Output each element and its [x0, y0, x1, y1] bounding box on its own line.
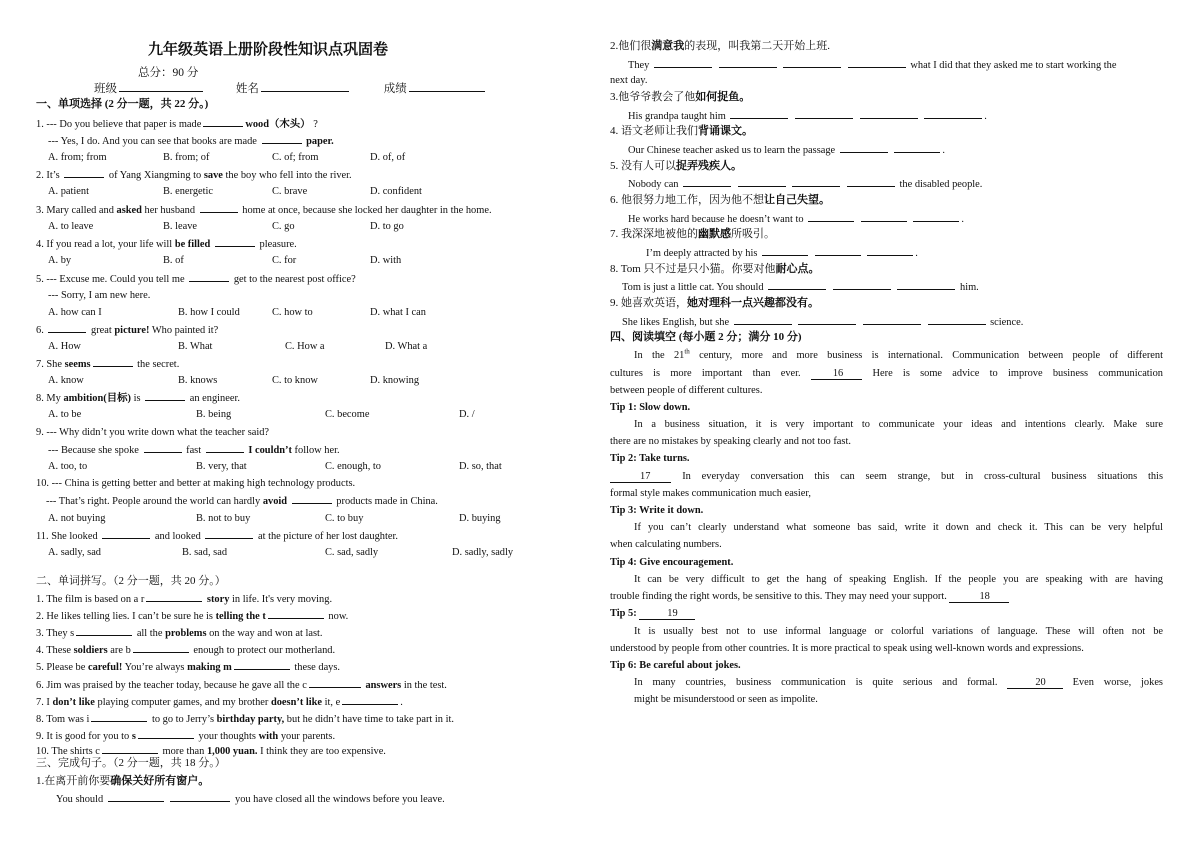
- answer-blank[interactable]: [863, 315, 921, 325]
- answer-blank[interactable]: [861, 212, 907, 222]
- answer-blank[interactable]: [234, 660, 290, 670]
- option-a[interactable]: A. sadly, sad: [48, 547, 102, 558]
- answer-blank[interactable]: [203, 117, 243, 127]
- answer-blank[interactable]: [762, 246, 808, 256]
- answer-blank[interactable]: [654, 58, 712, 68]
- spelling-3: 3. They s all the problems on the way and won at last.: [36, 628, 323, 639]
- completion-6-english: He works hard because he doesn’t want to .: [628, 214, 964, 225]
- tip-6-heading: Tip 6: Be careful about jokes.: [610, 660, 741, 671]
- answer-blank[interactable]: [783, 58, 841, 68]
- option-b[interactable]: B. energetic: [163, 186, 214, 197]
- option-d[interactable]: D. sadly, sadly: [452, 547, 514, 558]
- completion-2-english-cont: next day.: [610, 75, 648, 86]
- tip-6-line-1: In many countries, business communication is quite serious and formal. 20 Even worse, jokes: [634, 677, 1163, 688]
- answer-blank[interactable]: [840, 143, 888, 153]
- tip-5-line-1: It is usually best not to use informal language or colorful variations of language. These will often not be: [634, 626, 1163, 637]
- name-label: 姓名: [235, 83, 259, 95]
- option-c[interactable]: C. to buy: [325, 513, 364, 524]
- spelling-5: 5. Please be careful! You’re always making m these days.: [36, 662, 341, 673]
- answer-blank[interactable]: [798, 315, 856, 325]
- answer-blank[interactable]: [913, 212, 959, 222]
- tip-1-line-2: there are no mistakes by speaking clearly and not too fast.: [610, 436, 851, 447]
- completion-2-chinese: 2.他们很满意我的表现，叫我第二天开始上班.: [610, 40, 830, 52]
- answer-blank[interactable]: [894, 143, 940, 153]
- option-d[interactable]: D. knowing: [370, 375, 420, 386]
- answer-blank[interactable]: [170, 792, 230, 802]
- option-c[interactable]: C. to know: [272, 375, 318, 386]
- tip-2-line-2: formal style makes communication much easier,: [610, 488, 811, 499]
- section-4-heading: 四、阅读填空 (每小题 2 分；满分 10 分): [610, 331, 802, 343]
- answer-blank[interactable]: [683, 177, 731, 187]
- spelling-6: 6. Jim was praised by the teacher today, because he gave all the c answers in the test.: [36, 680, 447, 691]
- page-title: 九年级英语上册阶段性知识点巩固卷: [148, 42, 389, 58]
- answer-blank[interactable]: [138, 729, 194, 739]
- option-b[interactable]: B. knows: [178, 375, 218, 386]
- question-4: 4. If you read a lot, your life will be filled pleasure.: [36, 239, 297, 250]
- option-c[interactable]: C. sad, sadly: [325, 547, 379, 558]
- answer-blank[interactable]: [833, 280, 891, 290]
- answer-blank[interactable]: [133, 643, 189, 653]
- tip-3-line-2: when calculating numbers.: [610, 539, 722, 550]
- option-d[interactable]: D. What a: [385, 341, 428, 352]
- option-a[interactable]: A. to leave: [48, 221, 94, 232]
- answer-blank[interactable]: [738, 177, 786, 187]
- option-d[interactable]: D. so, that: [459, 461, 502, 472]
- option-b[interactable]: B. how I could: [178, 307, 240, 318]
- option-c[interactable]: C. how to: [272, 307, 313, 318]
- name-blank[interactable]: [261, 82, 349, 92]
- option-b[interactable]: B. sad, sad: [182, 547, 228, 558]
- blank-18[interactable]: 18: [949, 591, 1008, 603]
- tip-3-line-1: If you can’t clearly understand what someone bas said, write it down and check it. This can be very helpful: [634, 522, 1163, 533]
- option-c[interactable]: C. How a: [285, 341, 325, 352]
- completion-1-english: You should you have closed all the windows before you leave.: [56, 794, 445, 805]
- answer-blank[interactable]: [64, 168, 104, 178]
- spelling-9: 9. It is good for you to s your thoughts with your parents.: [36, 731, 336, 742]
- question-11: 11. She looked and looked at the picture of her lost daughter.: [36, 531, 398, 542]
- question-9: 9. --- Why didn’t you write down what the teacher said?: [36, 427, 270, 438]
- option-a[interactable]: A. know: [48, 375, 84, 386]
- question-9-reply: --- Because she spoke fast I couldn’t follow her.: [48, 445, 340, 456]
- answer-blank[interactable]: [309, 678, 361, 688]
- blank-20[interactable]: 20: [1007, 677, 1062, 689]
- completion-3-english: His grandpa taught him .: [628, 111, 987, 122]
- option-d[interactable]: D. buying: [459, 513, 501, 524]
- option-a[interactable]: A. how can I: [48, 307, 102, 318]
- answer-blank[interactable]: [815, 246, 861, 256]
- student-info-row: [94, 82, 487, 96]
- answer-blank[interactable]: [268, 609, 324, 619]
- option-b[interactable]: B. leave: [163, 221, 198, 232]
- spelling-8: 8. Tom was i to go to Jerry’s birthday party, but he didn’t have time to take part in it.: [36, 714, 454, 725]
- answer-blank[interactable]: [102, 744, 158, 754]
- answer-blank[interactable]: [730, 109, 788, 119]
- option-b[interactable]: B. What: [178, 341, 213, 352]
- question-1-reply: --- Yes, I do. And you can see that books are made paper.: [48, 136, 334, 147]
- question-10: 10. --- China is getting better and better at making high technology products.: [36, 478, 356, 489]
- answer-blank[interactable]: [860, 109, 918, 119]
- answer-blank[interactable]: [719, 58, 777, 68]
- answer-blank[interactable]: [262, 134, 302, 144]
- option-c[interactable]: C. become: [325, 409, 370, 420]
- answer-blank[interactable]: [848, 58, 906, 68]
- question-10-reply: --- That’s right. People around the world can hardly avoid products made in China.: [46, 496, 438, 507]
- tip-6-line-2: might be misunderstood or seen as impolite.: [634, 694, 818, 705]
- spelling-2: 2. He likes telling lies. I can’t be sure he is telling the t now.: [36, 611, 349, 622]
- option-b[interactable]: B. of: [163, 255, 184, 266]
- completion-8-chinese: 8. Tom 只不过是只小猫。你要对他耐心点。: [610, 263, 820, 275]
- option-a[interactable]: A. patient: [48, 186, 89, 197]
- option-a[interactable]: A. too, to: [48, 461, 88, 472]
- option-a[interactable]: A. to be: [48, 409, 82, 420]
- spelling-4: 4. These soldiers are b enough to protect our motherland.: [36, 645, 336, 656]
- option-d[interactable]: D. to go: [370, 221, 404, 232]
- section-2-heading: 二、单词拼写。（2 分一题，共 20 分。）: [36, 575, 226, 587]
- tip-4-line-1: It can be very difficult to get the hang of speaking English. If the people you are speaking with are having: [634, 574, 1163, 585]
- completion-1-chinese: 1.在离开前你要确保关好所有窗户。: [36, 775, 210, 787]
- question-6: 6. great picture! Who painted it?: [36, 325, 219, 336]
- class-label: 班级: [94, 83, 117, 95]
- tip-2-line-1: 17 In everyday conversation this can seem strange, but in cross-cultural business situations this: [610, 470, 1163, 483]
- class-blank[interactable]: [119, 82, 203, 92]
- option-d[interactable]: D. of, of: [370, 152, 406, 163]
- completion-4-english: Our Chinese teacher asked us to learn the passage .: [628, 145, 945, 156]
- answer-blank[interactable]: [215, 237, 255, 247]
- answer-blank[interactable]: [342, 695, 398, 705]
- passage-intro-line-2: cultures is more important than ever. 16 Here is some advice to improve business communication: [610, 368, 1163, 379]
- completion-7-english: I’m deeply attracted by his .: [646, 248, 918, 259]
- option-a[interactable]: A. How: [48, 341, 81, 352]
- question-5-reply: --- Sorry, I am new here.: [48, 290, 151, 301]
- tip-5-heading: Tip 5: 19: [610, 607, 695, 620]
- option-c[interactable]: C. of; from: [272, 152, 319, 163]
- answer-blank[interactable]: [847, 177, 895, 187]
- section-3-heading: 三、完成句子。（2 分一题，共 18 分。）: [36, 757, 226, 769]
- passage-intro-line-1: In the 21th century, more and more business is international. Communication between people of different: [634, 347, 1163, 361]
- answer-blank[interactable]: [48, 323, 86, 333]
- option-d[interactable]: D. confident: [370, 186, 422, 197]
- answer-blank[interactable]: [108, 792, 164, 802]
- completion-6-chinese: 6. 他很努力地工作，因为他不想让自己失望。: [610, 194, 830, 206]
- answer-blank[interactable]: [206, 443, 244, 453]
- tip-4-heading: Tip 4: Give encouragement.: [610, 557, 734, 568]
- option-b[interactable]: B. very, that: [196, 461, 247, 472]
- answer-blank[interactable]: [76, 626, 132, 636]
- option-a[interactable]: A. by: [48, 255, 72, 266]
- completion-4-chinese: 4. 语文老师让我们背诵课文。: [610, 125, 753, 137]
- grade-blank[interactable]: [409, 82, 485, 92]
- answer-blank[interactable]: [144, 443, 182, 453]
- completion-3-chinese: 3.他爷爷教会了他如何捉鱼。: [610, 91, 751, 103]
- answer-blank[interactable]: [792, 177, 840, 187]
- tip-1-heading: Tip 1: Slow down.: [610, 402, 691, 413]
- answer-blank[interactable]: [189, 272, 229, 282]
- answer-blank[interactable]: [928, 315, 986, 325]
- answer-blank[interactable]: [146, 592, 202, 602]
- spelling-7: 7. I don’t like playing computer games, and my brother doesn’t like it, e .: [36, 697, 403, 708]
- answer-blank[interactable]: [867, 246, 913, 256]
- completion-5-chinese: 5. 没有人可以捉弄残疾人。: [610, 160, 742, 172]
- tip-1-line-1: In a business situation, it is very important to communicate your ideas and intentions clearly. Make sure: [634, 419, 1163, 430]
- option-b[interactable]: B. not to buy: [196, 513, 251, 524]
- answer-blank[interactable]: [205, 529, 253, 539]
- answer-blank[interactable]: [145, 391, 185, 401]
- blank-17[interactable]: 17: [610, 471, 671, 483]
- passage-intro-line-3: between people of different cultures.: [610, 385, 763, 396]
- answer-blank[interactable]: [924, 109, 982, 119]
- grade-label: 成绩: [383, 83, 407, 95]
- option-b[interactable]: B. from; of: [163, 152, 210, 163]
- answer-blank[interactable]: [897, 280, 955, 290]
- option-a[interactable]: A. not buying: [48, 513, 106, 524]
- tip-3-heading: Tip 3: Write it down.: [610, 505, 704, 516]
- answer-blank[interactable]: [93, 357, 133, 367]
- question-1: 1. --- Do you believe that paper is made wood（木头） ?: [36, 119, 318, 130]
- answer-blank[interactable]: [200, 203, 238, 213]
- option-c[interactable]: C. brave: [272, 186, 308, 197]
- question-7: 7. She seems the secret.: [36, 359, 180, 370]
- option-d[interactable]: D. with: [370, 255, 402, 266]
- completion-8-english: Tom is just a little cat. You should him.: [622, 282, 979, 293]
- blank-16[interactable]: 16: [811, 368, 862, 380]
- blank-19[interactable]: 19: [639, 608, 694, 620]
- answer-blank[interactable]: [734, 315, 792, 325]
- question-5: 5. --- Excuse me. Could you tell me get to the nearest post office?: [36, 274, 356, 285]
- spelling-10: 10. The shirts c more than 1,000 yuan. I think they are too expensive.: [36, 746, 386, 757]
- option-c[interactable]: C. go: [272, 221, 295, 232]
- spelling-1: 1. The film is based on a r story in life. It's very moving.: [36, 594, 333, 605]
- section-1-heading: 一、单项选择 (2 分一题，共 22 分。): [36, 98, 209, 110]
- answer-blank[interactable]: [91, 712, 147, 722]
- answer-blank[interactable]: [292, 494, 332, 504]
- tip-5-line-2: understood by people from other countries. It is more practical to speak using well-known words and expressions.: [610, 643, 1084, 654]
- completion-7-chinese: 7. 我深深地被他的幽默感所吸引。: [610, 228, 775, 240]
- answer-blank[interactable]: [768, 280, 826, 290]
- option-b[interactable]: B. being: [196, 409, 232, 420]
- completion-9-english: She likes English, but she science.: [622, 317, 1024, 328]
- completion-5-english: Nobody can the disabled people.: [628, 179, 983, 190]
- question-8: 8. My ambition(目标) is an engineer.: [36, 393, 240, 404]
- completion-9-chinese: 9. 她喜欢英语，她对理科一点兴趣都没有。: [610, 297, 819, 309]
- option-d[interactable]: D. /: [459, 409, 475, 420]
- option-a[interactable]: A. from; from: [48, 152, 107, 163]
- option-c[interactable]: C. enough, to: [325, 461, 381, 472]
- completion-2-english: They what I did that they asked me to start working the: [628, 60, 1117, 71]
- option-c[interactable]: C. for: [272, 255, 297, 266]
- answer-blank[interactable]: [808, 212, 854, 222]
- tip-2-heading: Tip 2: Take turns.: [610, 453, 690, 464]
- question-2: 2. It’s of Yang Xiangming to save the boy who fell into the river.: [36, 170, 352, 181]
- total-score: 总分：90 分: [138, 67, 199, 79]
- question-3: 3. Mary called and asked her husband home at once, because she locked her daughter in the home.: [36, 205, 492, 216]
- answer-blank[interactable]: [102, 529, 150, 539]
- tip-4-line-2: trouble finding the right words, be sensitive to this. They may need your support. 18: [610, 590, 1009, 603]
- option-d[interactable]: D. what I can: [370, 307, 426, 318]
- answer-blank[interactable]: [795, 109, 853, 119]
